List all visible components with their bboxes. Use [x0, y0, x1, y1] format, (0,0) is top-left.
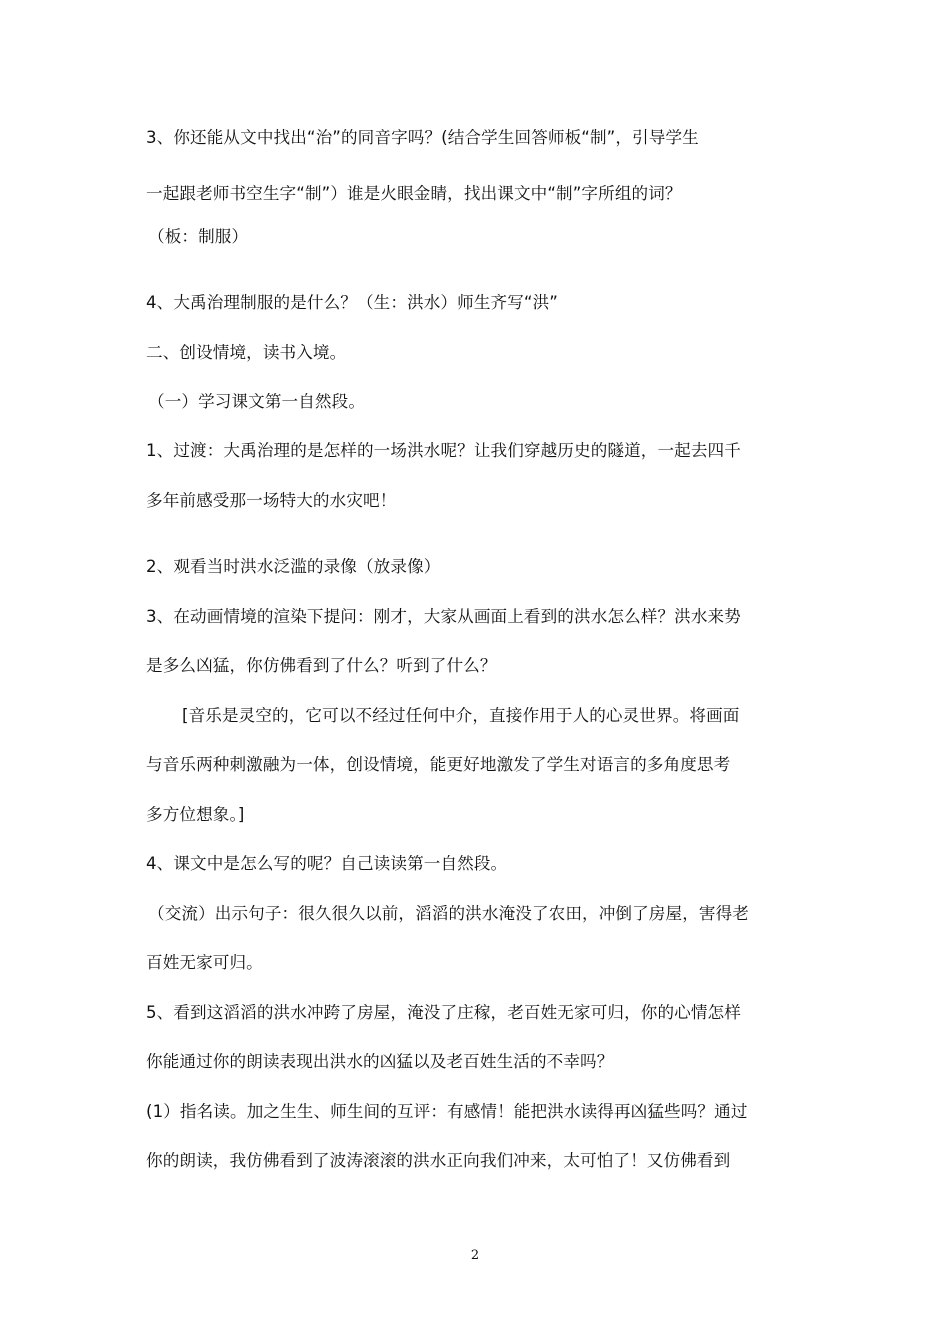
- text-line: （板：制服）: [148, 227, 249, 246]
- text-line: 2、观看当时洪水泛滥的录像（放录像）: [146, 557, 441, 576]
- text-line: 二、创设情境，读书入境。: [146, 343, 347, 362]
- text-line: [音乐是灵空的，它可以不经过任何中介，直接作用于人的心灵世界。将画面: [182, 706, 740, 725]
- text-line: 与音乐两种刺激融为一体，创设情境，能更好地激发了学生对语言的多角度思考: [146, 755, 731, 774]
- text-line: 3、在动画情境的渲染下提问：刚才，大家从画面上看到的洪水怎么样？洪水来势: [146, 607, 741, 626]
- text-line: 你能通过你的朗读表现出洪水的凶猛以及老百姓生活的不幸吗？: [146, 1052, 614, 1071]
- text-line: 3、你还能从文中找出“治”的同音字吗？(结合学生回答师板“制”，引导学生: [146, 128, 699, 147]
- text-line: 是多么凶猛，你仿佛看到了什么？听到了什么？: [146, 656, 497, 675]
- text-line: （一）学习课文第一自然段。: [148, 392, 366, 411]
- text-line: 多方位想象。]: [146, 805, 245, 824]
- text-line: 4、课文中是怎么写的呢？自己读读第一自然段。: [146, 854, 508, 873]
- page-number: 2: [470, 1248, 480, 1263]
- text-line: 一起跟老师书空生字“制”）谁是火眼金睛，找出课文中“制”字所组的词？: [146, 184, 682, 203]
- text-line: 1、过渡：大禹治理的是怎样的一场洪水呢？让我们穿越历史的隧道，一起去四千: [146, 441, 741, 460]
- text-line: 多年前感受那一场特大的水灾吧！: [146, 491, 397, 510]
- text-line: 5、看到这滔滔的洪水冲跨了房屋，淹没了庄稼，老百姓无家可归，你的心情怎样: [146, 1003, 741, 1022]
- text-line: 4、大禹治理制服的是什么？（生：洪水）师生齐写“洪”: [146, 293, 559, 312]
- text-line: 百姓无家可归。: [146, 953, 263, 972]
- text-line: （交流）出示句子：很久很久以前，滔滔的洪水淹没了农田，冲倒了房屋，害得老: [148, 904, 749, 923]
- text-line: (1）指名读。加之生生、师生间的互评：有感情！能把洪水读得再凶猛些吗？通过: [146, 1102, 748, 1121]
- text-line: 你的朗读，我仿佛看到了波涛滚滚的洪水正向我们冲来，太可怕了！又仿佛看到: [146, 1151, 731, 1170]
